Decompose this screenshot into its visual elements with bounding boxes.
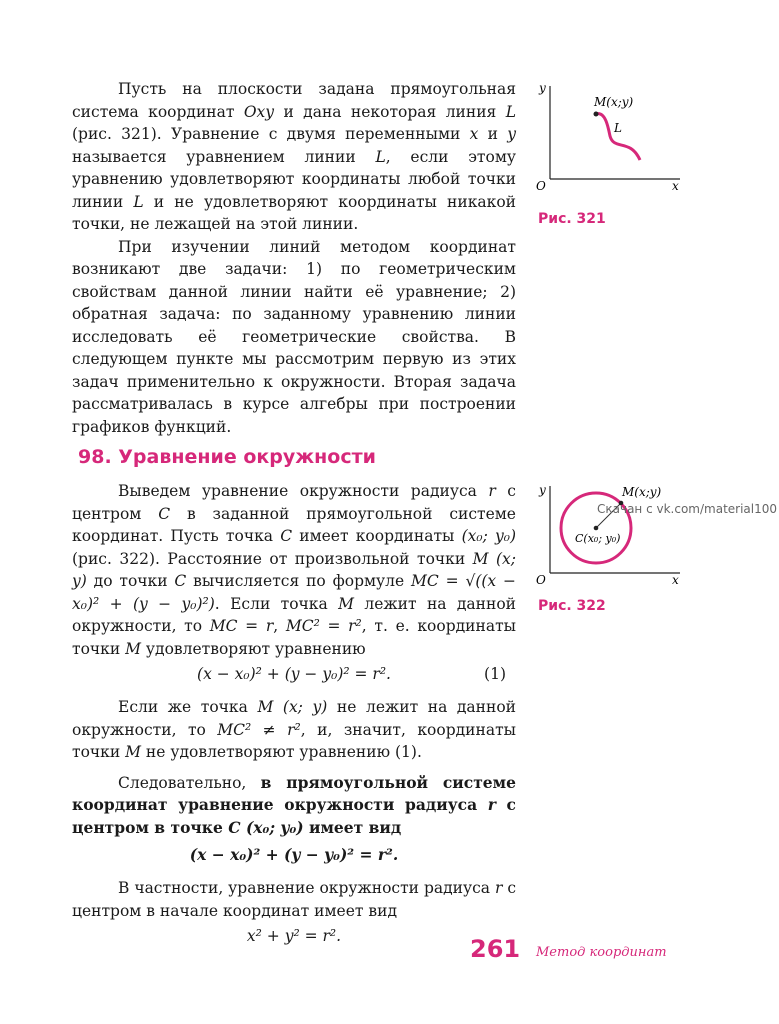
figure-322 (530, 480, 690, 590)
line-L-label: L (614, 121, 622, 135)
running-title: Метод координат (536, 945, 667, 960)
paragraph-not-on-circle: Если же точка M (x; y) не лежит на данной окружности, то MC² ≠ r², и, значит, координаты точки M не удовлетворяют уравнению (1). (72, 698, 516, 761)
watermark-text: Скачан с vk.com/material100 (597, 502, 778, 516)
point-M-label: M(x;y) (594, 95, 634, 109)
equation-circle-general: (x − x₀)² + (y − y₀)² = r². (189, 845, 399, 864)
point-M (594, 112, 599, 117)
center-C-label: C(x₀; y₀) (575, 532, 621, 545)
text-block-intro (72, 78, 516, 438)
paragraph-two-tasks: При изучении линий методом координат возникают две задачи: 1) по геометрическим свойствам данной линии найти её уравнение; 2) обратная задача: по заданному уравнению линии исследовать её геометрические свойства. В следующем пункте мы рассмотрим первую из этих задач применительно к окружности. Вторая задача рассматривалась в курсе алгебры при построении графиков функций. (72, 237, 516, 436)
figure-321 (530, 76, 690, 201)
equation-circle-origin: x² + y² = r². (246, 927, 342, 945)
page-number: 261 (470, 935, 521, 963)
x-axis-label: x (672, 179, 679, 193)
x-axis-label: x (672, 573, 679, 587)
paragraph-derivation: Выведем уравнение окружности радиуса r с центром C в заданной прямоугольной системе координат. Пусть точка C имеет координаты (x₀; y₀) (рис. 322). Расстояние от произвольной точки M (x; y) до точки C вычисляется по формуле MC = √((x − x₀)² + (y − y₀)²). Если точка M лежит на данной окружности, то MC = r, MC² = r², т. е. координаты точки M удовлетворяют уравнению (72, 482, 517, 658)
text-block-section (72, 480, 516, 948)
origin-label: O (536, 573, 546, 587)
figure-321-caption: Рис. 321 (538, 211, 606, 227)
center-point-C (594, 526, 599, 531)
y-axis-label: y (539, 81, 546, 95)
paragraph-conclusion: Следовательно, в прямоугольной системе координат уравнение окружности радиуса r с центром в точке C (x₀; y₀) имеет вид (72, 772, 516, 837)
origin-label: O (536, 179, 546, 193)
point-M-label: M(x;y) (622, 485, 662, 499)
figure-322-caption: Рис. 322 (538, 598, 606, 614)
y-axis-label: y (539, 483, 546, 497)
paragraph-origin-case: В частности, уравнение окружности радиуса r с центром в начале координат имеет вид (72, 879, 517, 920)
equation-1: (x − x₀)² + (y − y₀)² = r². (1) (197, 665, 506, 683)
section-title: 98. Уравнение окружности (78, 446, 376, 468)
paragraph-line-definition: Пусть на плоскости задана прямоугольная система координат Oxy и дана некоторая линия L (рис. 321). Уравнение с двумя переменными x и y называется уравнением линии L, если этому уравнению удовлетворяют координаты любой точки линии L и не удовлетворяют координаты никакой точки, не лежащей на этой линии. (72, 80, 517, 233)
